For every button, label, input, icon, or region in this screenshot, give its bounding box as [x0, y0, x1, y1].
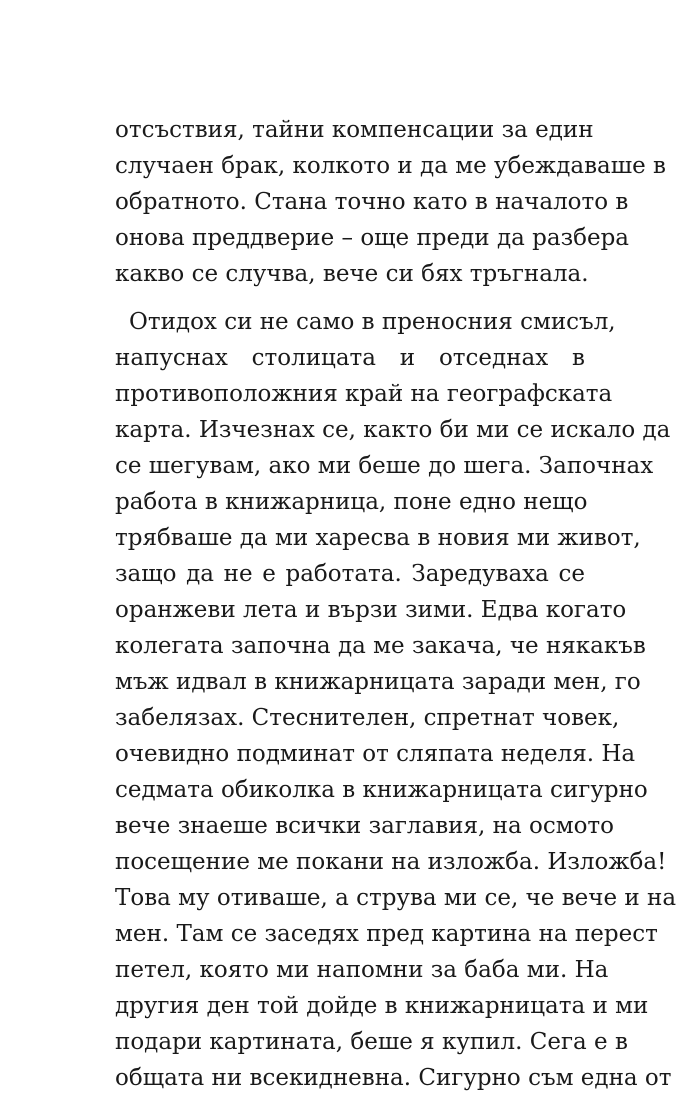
text-line: Отидох си не само в преносния смисъл, [129, 309, 616, 335]
text-line: се шегувам, ако ми беше до шега. Започнах [115, 453, 654, 479]
text-line: седмата обиколка в книжарницата сигурно [115, 777, 648, 803]
text-line: забелязах. Стеснителен, спретнат човек, [115, 705, 620, 731]
text-line: онова преддверие – още преди да разбера [115, 225, 630, 251]
text-line: работа в книжарница, поне едно нещо [115, 489, 588, 515]
text-line: колегата започна да ме закача, че някакъв [115, 633, 646, 659]
text-line: общата ни всекидневна. Сигурно съм една от [115, 1065, 672, 1091]
text-line: Това му отиваше, а струва ми се, че вече и на [115, 885, 677, 911]
text-line: петел, която ми напомни за баба ми. На [115, 957, 609, 983]
text-line: оранжеви лета и вързи зими. Едва когато [115, 597, 627, 623]
text-line: подари картината, беше я купил. Сега е в [115, 1029, 628, 1055]
text-line: обратното. Стана точно като в началото в [115, 189, 629, 215]
text-line: трябваше да ми харесва в новия ми живот, [115, 525, 641, 551]
text-line: карта. Изчезнах се, както би ми се искало да [115, 417, 671, 443]
body-text [115, 112, 677, 1096]
text-line: посещение ме покани на изложба. Изложба! [115, 849, 667, 875]
text-line: отсъствия, тайни компенсации за един [115, 117, 594, 143]
text-line: мен. Там се заседях пред картина на перест [115, 921, 658, 947]
paragraph [115, 112, 666, 292]
text-line: случаен брак, колкото и да ме убеждаваше в [115, 153, 666, 179]
text-line: мъж идвал в книжарницата заради мен, го [115, 669, 641, 695]
text-line: вече знаеше всички заглавия, на осмото [115, 813, 615, 839]
text-line: очевидно подминат от сляпата неделя. На [115, 741, 636, 767]
text-line: напуснах столицата и отседнах в [115, 345, 585, 371]
text-line: защо да не е работата. Заредуваха се [115, 561, 585, 587]
text-line: какво се случва, вече си бях тръгнала. [115, 261, 589, 287]
paragraph [115, 304, 677, 1096]
text-line: другия ден той дойде в книжарницата и ми [115, 993, 649, 1019]
text-line: противоположния край на географската [115, 381, 613, 407]
